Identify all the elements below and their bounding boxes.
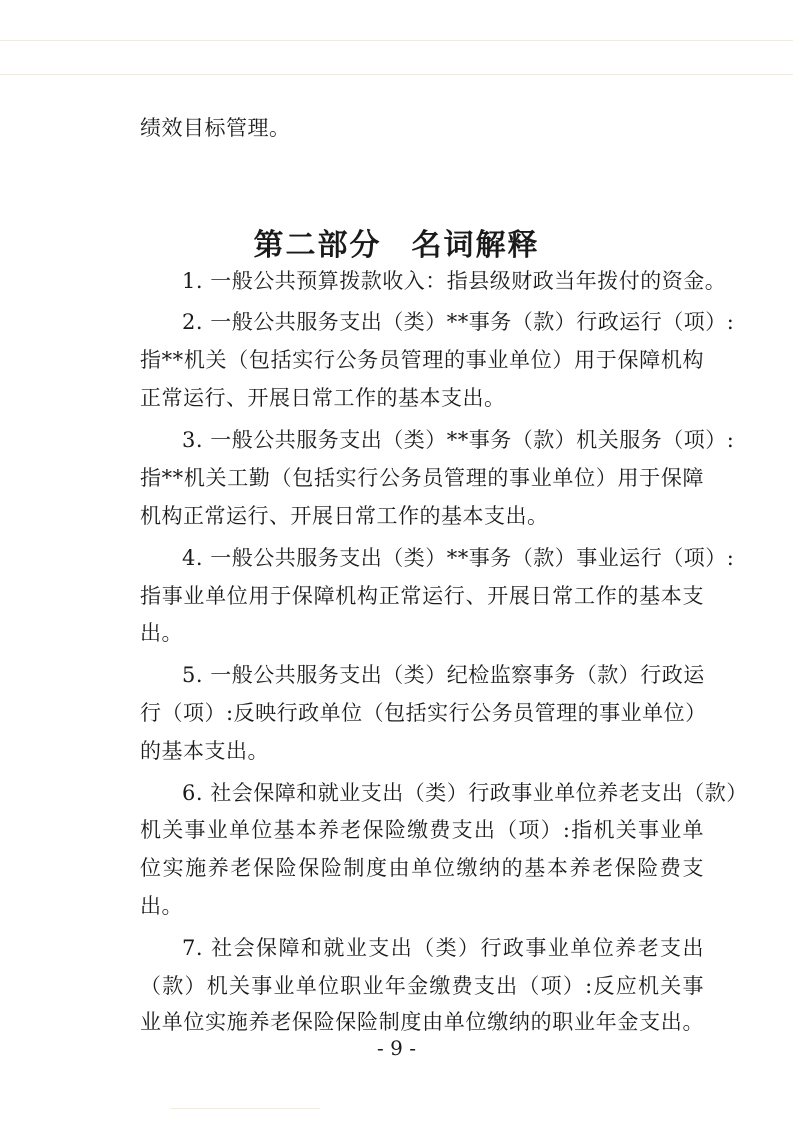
definition-7-line: 业单位实施养老保险保险制度由单位缴纳的职业年金支出。 xyxy=(140,1010,704,1034)
definition-6-line: 机关事业单位基本养老保险缴费支出（项）:指机关事业单 xyxy=(140,818,704,842)
definition-4-line: 指事业单位用于保障机构正常运行、开展日常工作的基本支 xyxy=(140,584,704,608)
scan-edge-line xyxy=(0,74,793,75)
definition-3-line: 3. 一般公共服务支出（类）**事务（款）机关服务（项）: xyxy=(182,428,735,452)
definition-7-line: 7. 社会保障和就业支出（类）行政事业单位养老支出 xyxy=(182,936,704,960)
definition-4-line: 4. 一般公共服务支出（类）**事务（款）事业运行（项）: xyxy=(182,546,735,570)
definition-6-line: 6. 社会保障和就业支出（类）行政事业单位养老支出（款） xyxy=(182,781,748,805)
definition-6-line: 位实施养老保险保险制度由单位缴纳的基本养老保险费支 xyxy=(140,856,704,880)
definition-3-line: 指**机关工勤（包括实行公务员管理的事业单位）用于保障 xyxy=(140,466,704,490)
definition-5-line: 的基本支出。 xyxy=(140,739,269,763)
scan-edge-line xyxy=(170,1108,320,1109)
heading-part: 第二部分 xyxy=(253,228,382,263)
section-heading xyxy=(0,220,793,264)
definition-5-line: 5. 一般公共服务支出（类）纪检监察事务（款）行政运 xyxy=(182,663,705,687)
heading-title: 名词解释 xyxy=(411,228,540,263)
scan-edge-line xyxy=(0,40,793,41)
definition-5-line: 行（项）:反映行政单位（包括实行公务员管理的事业单位） xyxy=(140,701,707,725)
definition-2-line: 正常运行、开展日常工作的基本支出。 xyxy=(140,386,506,410)
definition-2-line: 2. 一般公共服务支出（类）**事务（款）行政运行（项）: xyxy=(182,310,735,334)
definition-6-line: 出。 xyxy=(140,894,183,918)
definition-7-line: （款）机关事业单位职业年金缴费支出（项）:反应机关事 xyxy=(140,974,704,998)
intro-tail-text: 绩效目标管理。 xyxy=(140,116,291,140)
definition-2-line: 指**机关（包括实行公务员管理的事业单位）用于保障机构 xyxy=(140,348,704,372)
definition-4-line: 出。 xyxy=(140,621,183,645)
definition-1-line: 1. 一般公共预算拨款收入：指县级财政当年拨付的资金。 xyxy=(182,269,727,293)
page-number: - 9 - xyxy=(377,1036,416,1060)
definition-3-line: 机构正常运行、开展日常工作的基本支出。 xyxy=(140,504,549,528)
